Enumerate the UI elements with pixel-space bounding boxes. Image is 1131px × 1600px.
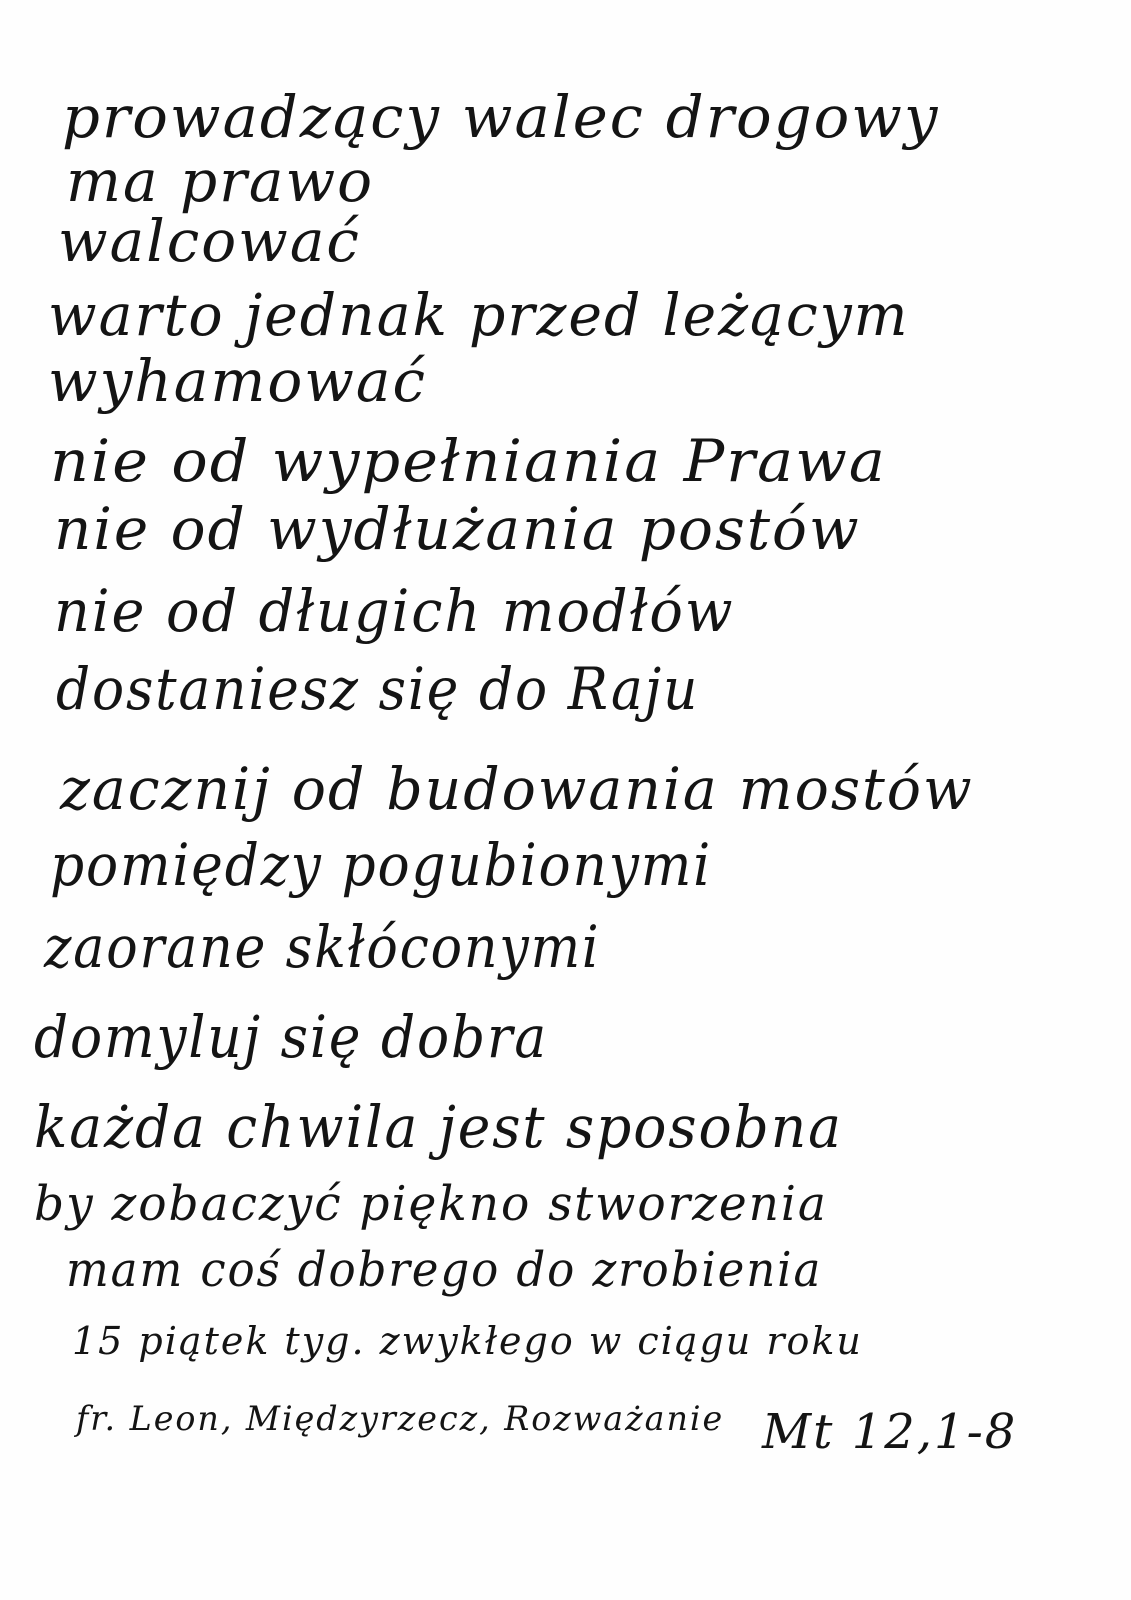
poem-line-16: mam coś dobrego do zrobienia xyxy=(66,1242,823,1298)
poem-line-4: warto jednak przed leżącym xyxy=(48,281,910,349)
poem-line-12: zaorane skłóconymi xyxy=(44,913,601,981)
date-line: 15 piątek tyg. zwykłego w ciągu roku xyxy=(72,1319,863,1363)
scripture-reference: Mt 12,1-8 xyxy=(762,1404,1018,1460)
poem-line-6: nie od wypełniania Prawa xyxy=(50,427,887,495)
poem-line-10: zacznij od budowania mostów xyxy=(60,755,974,823)
poem-line-3: walcować xyxy=(58,207,361,275)
poem-line-11: pomiędzy pogubionymi xyxy=(50,831,713,899)
poem-line-13: domyluj się dobra xyxy=(34,1003,549,1071)
poem-line-5: wyhamować xyxy=(48,347,427,415)
poem-line-8: nie od długich modłów xyxy=(54,577,735,645)
poem-line-15: by zobaczyć piękno stworzenia xyxy=(34,1176,828,1232)
author-line: fr. Leon, Międzyrzecz, Rozważanie xyxy=(76,1399,725,1439)
poem-line-2: ma prawo xyxy=(66,147,375,215)
poem-line-9: dostaniesz się do Raju xyxy=(56,655,700,723)
poem-line-7: nie od wydłużania postów xyxy=(54,495,861,563)
poem-line-14: każda chwila jest sposobna xyxy=(34,1093,843,1161)
poem-line-1: prowadzący walec drogowy xyxy=(62,83,940,151)
